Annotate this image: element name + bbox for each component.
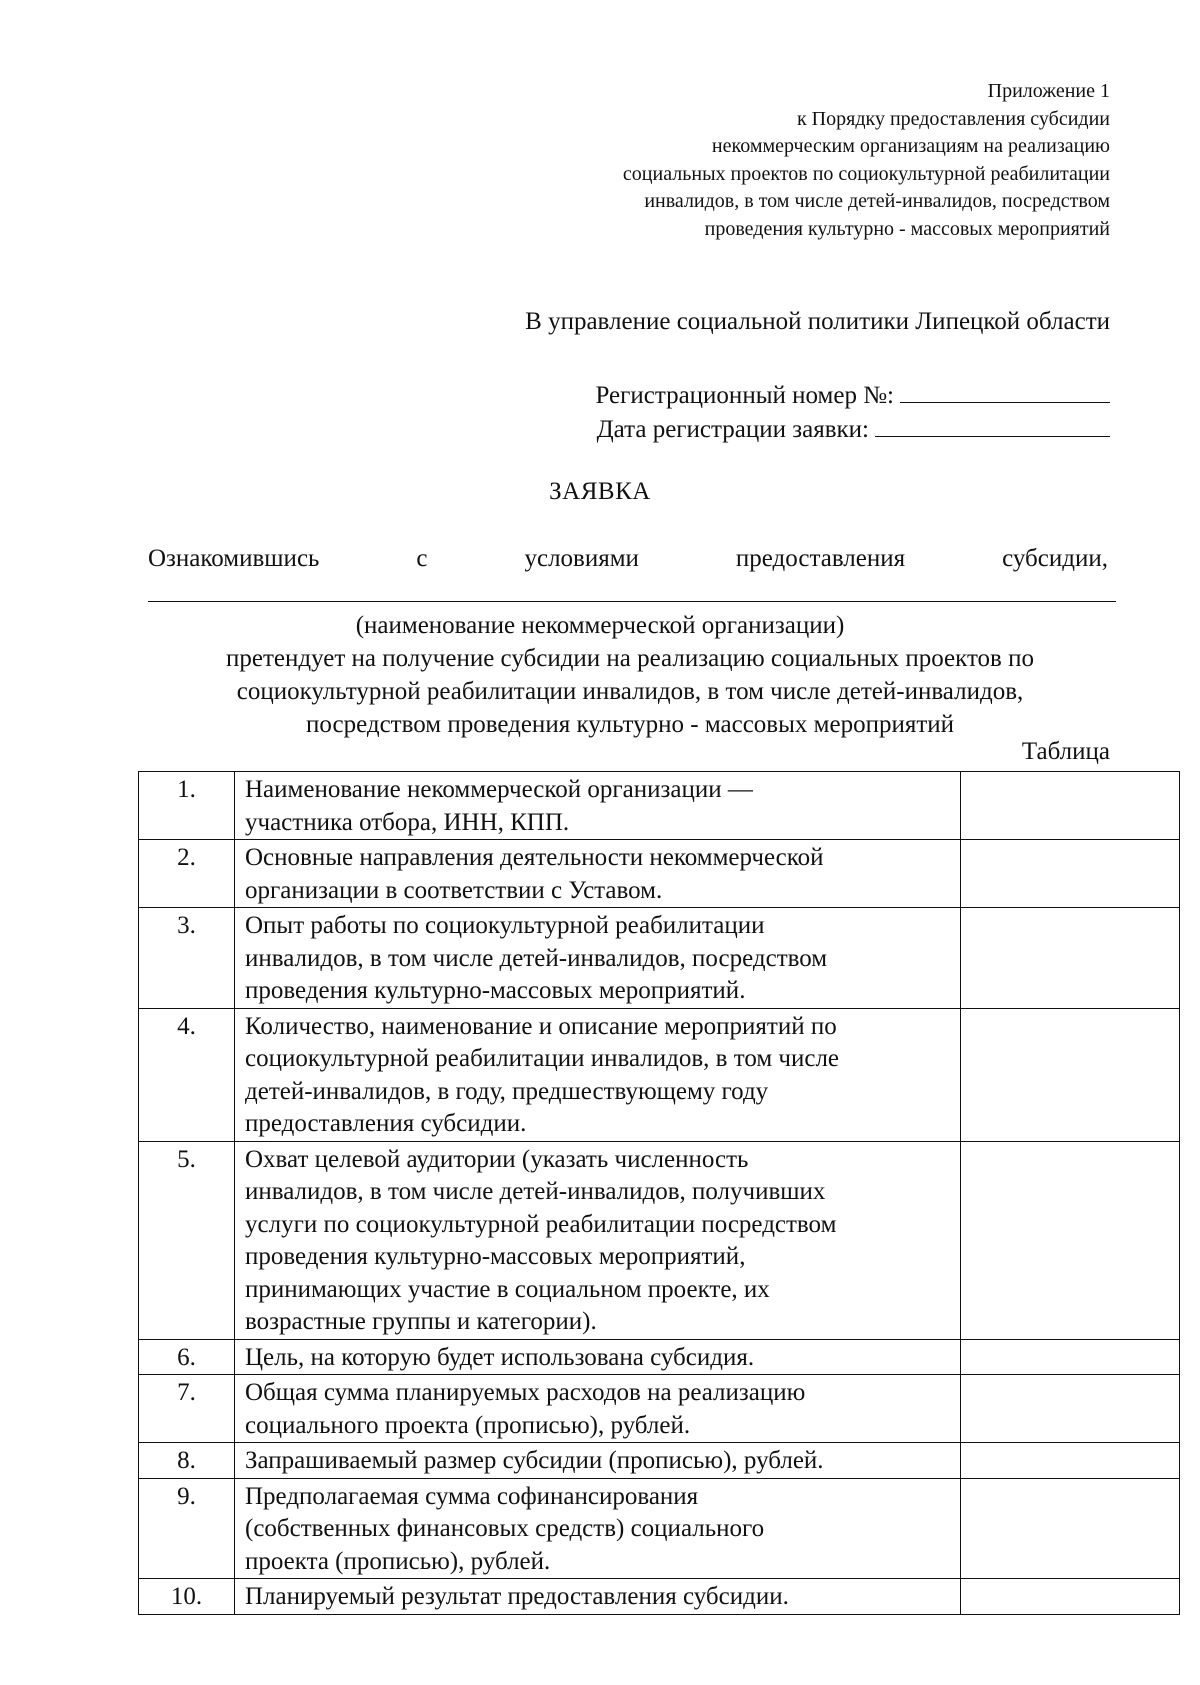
row-description [235,1478,961,1579]
document-title: ЗАЯВКА [549,478,651,505]
table-row [139,772,1180,840]
registration-number-label: Регистрационный номер №: [595,382,894,409]
row-description-line: детей-инвалидов, в году, предшествующему году [245,1077,769,1105]
row-description-line: принимающих участие в социальном проекте, их [245,1275,770,1303]
row-description-line: Опыт работы по социокультурной реабилитации [245,912,765,939]
application-table [138,771,1180,1615]
row-description-line: возрастные группы и категории). [245,1308,597,1335]
row-number: 1. [139,772,235,840]
claim-line: посредством проведения культурно - массовых мероприятий [305,711,955,738]
row-description-line: организации в соответствии с Уставом. [245,876,663,904]
row-number: 5. [139,1141,235,1339]
row-description-line: (собственных финансовых средств) социального [245,1515,765,1542]
intro-word: предоставления [735,545,906,572]
table-row [139,1141,1180,1339]
row-description-line: услуги по социокультурной реабилитации посредством [245,1210,837,1238]
annex-line: к Порядку предоставления субсидии [796,107,1110,130]
row-description-line: Общая сумма планируемых расходов на реализацию [245,1379,806,1406]
table-row [139,1443,1180,1479]
row-number: 7. [139,1375,235,1443]
table-row [139,1478,1180,1579]
table-row [139,908,1180,1009]
row-value-cell[interactable] [961,772,1180,840]
addressee: В управление социальной политики Липецкой области [525,308,1110,335]
annex-line: некоммерческим организациям на реализацию [711,135,1110,157]
table-row [139,1375,1180,1443]
row-value-cell[interactable] [961,908,1180,1009]
row-value-cell[interactable] [961,1339,1180,1375]
registration-number-row [595,378,1110,412]
row-description-line: социокультурной реабилитации инвалидов, в том числе [245,1045,840,1072]
annex-line: инвалидов, в том числе детей-инвалидов, посредством [644,190,1110,212]
table-row [139,840,1180,908]
org-name-caption: (наименование некоммерческой организации) [355,612,845,639]
row-description-line: Запрашиваемый размер субсидии (прописью), рублей. [245,1447,824,1474]
row-number: 8. [139,1443,235,1479]
intro-word: с [416,545,428,572]
annex-header [470,78,1110,243]
registration-number-blank [900,378,1110,403]
claim-line: претендует на получение субсидии на реализацию социальных проектов по [226,645,1034,672]
row-value-cell[interactable] [961,840,1180,908]
row-value-cell[interactable] [961,1443,1180,1479]
row-description-line: инвалидов, в том числе детей-инвалидов, посредством [245,944,828,972]
row-description [235,840,961,908]
row-description-line: Охват целевой аудитории (указать численность [245,1145,749,1173]
row-description-line: Предполагаемая сумма софинансирования [245,1482,699,1510]
intro-word: Ознакомившись [148,545,320,572]
row-value-cell[interactable] [961,1008,1180,1141]
row-description-line: участника отбора, ИНН, КПП. [245,808,570,836]
table-row [139,1339,1180,1375]
intro-line [148,545,1108,573]
row-description [235,1443,961,1479]
annex-line: проведения культурно - массовых мероприятий [704,217,1110,240]
row-description-line: предоставления субсидии. [245,1110,527,1137]
row-description [235,1375,961,1443]
registration-date-label: Дата регистрации заявки: [596,416,869,443]
row-description [235,1008,961,1141]
row-number: 3. [139,908,235,1009]
row-description-line: проекта (прописью), рублей. [245,1547,551,1575]
row-description-line: Планируемый результат предоставления субсидии. [245,1583,789,1610]
org-name-blank [148,601,1116,602]
row-description [235,1141,961,1339]
intro-word: условиями [524,545,639,572]
row-description [235,908,961,1009]
row-number: 6. [139,1339,235,1375]
row-description [235,1579,961,1615]
row-value-cell[interactable] [961,1141,1180,1339]
row-description-line: проведения культурно-массовых мероприятий. [245,977,746,1004]
row-value-cell[interactable] [961,1579,1180,1615]
claim-line: социокультурной реабилитации инвалидов, в том числе детей-инвалидов, [236,678,1024,705]
row-description-line: Количество, наименование и описание мероприятий по [245,1012,837,1040]
row-number: 2. [139,840,235,908]
row-description-line: инвалидов, в том числе детей-инвалидов, получивших [245,1178,826,1205]
registration-block [595,378,1110,446]
table-body [139,772,1180,1615]
row-number: 10. [139,1579,235,1615]
row-number: 4. [139,1008,235,1141]
row-description-line: Основные направления деятельности некоммерческой [245,844,824,871]
row-description-line: проведения культурно-массовых мероприятий, [245,1243,746,1270]
row-description-line: социального проекта (прописью), рублей. [245,1411,691,1439]
row-description [235,772,961,840]
table-row [139,1008,1180,1141]
registration-date-row [595,412,1110,446]
table-row [139,1579,1180,1615]
annex-line: социальных проектов по социокультурной реабилитации [622,162,1110,185]
row-number: 9. [139,1478,235,1579]
claim-text [140,642,1120,741]
row-description [235,1339,961,1375]
registration-date-blank [875,412,1110,437]
row-description-line: Наименование некоммерческой организации — [245,776,753,803]
row-value-cell[interactable] [961,1375,1180,1443]
row-description-line: Цель, на которую будет использована субсидия. [245,1343,755,1371]
row-value-cell[interactable] [961,1478,1180,1579]
intro-word: субсидии, [1002,545,1108,572]
annex-line: Приложение 1 [987,80,1110,102]
table-label: Таблица [1021,738,1110,765]
